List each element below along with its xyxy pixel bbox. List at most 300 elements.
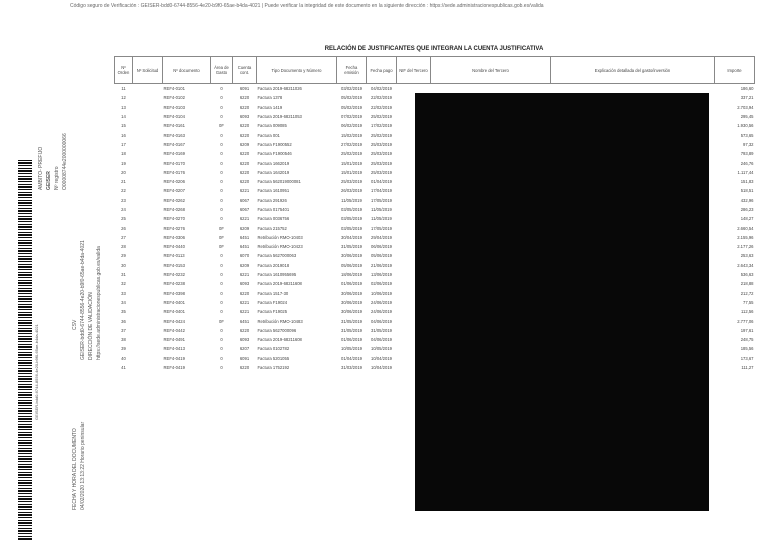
cell-area: 0	[220, 365, 223, 371]
cell-cuenta: 6093	[239, 337, 250, 343]
page-title: RELACIÓN DE JUSTIFICANTES QUE INTEGRAN LA CUENTA JUSTIFICATIVA	[324, 46, 544, 52]
cell-orden: 14	[121, 114, 126, 120]
cell-importe: 246,76	[740, 160, 754, 166]
cell-area: 0	[220, 104, 223, 110]
cell-doc: REF4-0169	[163, 151, 185, 157]
cell-emision: 07/02/2019	[341, 114, 362, 120]
cell-tipo: Factura 1752192	[257, 365, 290, 371]
sidebar-geiser: GEISER	[46, 171, 52, 190]
cell-importe: 112,56	[741, 309, 754, 315]
cell-doc: REF4-0401	[163, 309, 185, 315]
cell-tipo: Factura 009085	[257, 123, 287, 129]
column-header: Fecha pago	[367, 57, 397, 84]
column-header: NIF del Tercero	[397, 57, 431, 84]
cell-area: 0	[220, 207, 223, 212]
cell-emision: 25/03/2019	[341, 179, 362, 185]
cell-cuenta: 6220	[239, 169, 250, 175]
cell-empty	[133, 298, 163, 307]
cell-orden: 15	[121, 123, 126, 129]
cell-tipo: Factura 1378	[257, 95, 283, 101]
sidebar-ambito: AMBITO- PREFIJO	[38, 146, 44, 190]
cell-orden: 41	[121, 365, 126, 371]
cell-orden: 37	[121, 327, 126, 333]
cell-orden: 24	[121, 207, 126, 212]
cell-area: 0	[220, 86, 223, 92]
cell-tipo: Retribución RMO-10403	[257, 234, 303, 240]
cell-empty	[133, 307, 163, 316]
cell-pago: 06/06/2019	[371, 244, 392, 250]
cell-cuenta: 6220	[239, 95, 250, 101]
cell-orden: 32	[121, 281, 126, 287]
sidebar-date-label: FECHA Y HORA DEL DOCUMENTO	[72, 428, 78, 510]
cell-empty	[133, 233, 163, 242]
cell-area: 0	[220, 281, 223, 287]
cell-cuenta: 6221	[239, 216, 250, 222]
column-header: Nº Solicitud	[133, 57, 163, 84]
cell-pago: 25/03/2019	[371, 141, 392, 147]
cell-pago: 10/06/2019	[371, 290, 392, 296]
cell-orden: 20	[121, 169, 126, 175]
cell-tipo: Factura 2019-68211053	[257, 114, 302, 120]
cell-empty	[133, 223, 163, 232]
sidebar-csv: GEISER-bdd0-6744-8556-4e20-b9f0-65ae-b4da-4021	[80, 240, 86, 360]
cell-importe: 111,27	[741, 365, 754, 371]
cell-doc: REF4-0104	[163, 114, 185, 120]
cell-doc: REF4-0232	[163, 272, 185, 278]
cell-orden: 27	[121, 234, 126, 240]
cell-doc: REF4-0170	[163, 160, 185, 166]
verification-line: Código seguro de Verificación : GEISER-bdd0-6744-8556-4e20-b9f0-65ae-b4da-4021 | Puede verificar la integridad de este documento en la siguiente dirección : https://sede.administracionespublicas.gob.es/valida	[70, 3, 544, 9]
cell-tipo: Factura 2019-68211608	[257, 337, 302, 343]
cell-orden: 17	[121, 141, 126, 147]
cell-importe: 2.777,06	[737, 318, 754, 324]
cell-tipo: Factura 291926	[257, 197, 287, 203]
cell-tipo: Factura F1900552	[257, 141, 292, 147]
cell-area: 0	[220, 141, 223, 147]
cell-pago: 11/05/2019	[371, 216, 392, 222]
cell-cuenta: 6209	[239, 141, 250, 147]
barcode-text: GEISER-bdd0-6744-8556-4e20-b9f0-65ae-b4da-4021	[34, 324, 39, 420]
cell-pago: 02/06/2019	[371, 281, 392, 287]
sidebar-validation-url: https://sede.administracionespublicas.gob.es/valida	[96, 246, 102, 360]
cell-empty	[133, 335, 163, 344]
cell-doc: REF4-0101	[163, 86, 185, 92]
cell-cuenta: 6093	[239, 114, 250, 120]
cell-doc: REF4-0103	[163, 104, 185, 110]
cell-cuenta: 6220	[239, 327, 250, 333]
cell-doc: REF4-0419	[163, 355, 185, 361]
cell-pago: 04/06/2019	[371, 337, 392, 343]
cell-cuenta: 6221	[239, 299, 250, 305]
cell-pago: 22/02/2019	[371, 95, 392, 101]
cell-area: 0	[220, 151, 223, 157]
cell-importe: 337,21	[740, 95, 754, 101]
cell-emision: 26/03/2019	[341, 188, 362, 194]
cell-tipo: Factura 2019-68211026	[257, 86, 302, 92]
cell-orden: 23	[121, 197, 126, 203]
cell-importe: 148,27	[740, 216, 754, 222]
cell-emision: 05/02/2019	[341, 95, 362, 101]
cell-emision: 06/02/2019	[341, 123, 362, 129]
cell-tipo: Factura 5201055	[257, 355, 290, 361]
cell-importe: 2.643,34	[737, 262, 754, 268]
cell-area: 0	[220, 290, 223, 296]
cell-orden: 35	[121, 309, 126, 315]
cell-importe: 186,60	[740, 86, 754, 92]
cell-pago: 11/05/2019	[371, 207, 392, 212]
cell-doc: REF4-0419	[163, 365, 185, 371]
cell-tipo: Factura 0175401	[257, 207, 290, 212]
cell-cuenta: 6221	[239, 188, 250, 194]
sidebar-registro-number: O00008744e2000000066	[62, 133, 68, 190]
cell-empty	[133, 121, 163, 130]
cell-importe: 573,65	[740, 132, 754, 138]
cell-importe: 793,89	[740, 151, 754, 157]
cell-doc: REF4-0270	[163, 216, 185, 222]
cell-empty	[133, 214, 163, 223]
cell-emision: 30/04/2019	[341, 234, 362, 240]
cell-emision: 03/02/2019	[341, 86, 362, 92]
cell-importe: 432,96	[740, 197, 754, 203]
cell-emision: 05/02/2019	[341, 104, 362, 110]
cell-emision: 31/05/2019	[341, 327, 362, 333]
cell-empty	[133, 289, 163, 298]
cell-tipo: Factura 1610955695	[257, 272, 297, 278]
cell-doc: REF4-0161	[163, 123, 185, 129]
column-header: Tipo Documento y Número	[257, 57, 337, 84]
cell-cuenta: 6070	[239, 253, 250, 259]
cell-orden: 38	[121, 337, 126, 343]
cell-orden: 40	[121, 355, 126, 361]
cell-area: 0	[220, 132, 223, 138]
cell-importe: 286,23	[740, 207, 754, 212]
cell-emision: 03/05/2019	[341, 216, 362, 222]
cell-orden: 36	[121, 318, 126, 324]
cell-doc: REF4-0440	[163, 244, 185, 250]
cell-cuenta: 6451	[239, 234, 250, 240]
cell-empty	[133, 103, 163, 112]
cell-doc: REF4-0268	[163, 207, 185, 212]
cell-doc: REF4-0401	[163, 299, 185, 305]
cell-empty	[133, 344, 163, 353]
cell-tipo: Factura 1610951	[257, 188, 290, 194]
cell-doc: REF4-0163	[163, 132, 185, 138]
cell-area: 0	[220, 355, 223, 361]
cell-doc: REF4-0176	[163, 169, 185, 175]
cell-importe: 518,51	[740, 188, 754, 194]
cell-tipo: Factura 0102782	[257, 346, 290, 352]
cell-empty	[133, 130, 163, 139]
cell-empty	[133, 205, 163, 214]
cell-area: 0F	[219, 234, 224, 240]
cell-area: 0	[220, 337, 223, 343]
cell-empty	[133, 84, 163, 94]
cell-importe: 151,83	[740, 179, 754, 185]
column-header: Explicación detallada del gasto/inversión	[551, 57, 715, 84]
cell-tipo: Factura 5627000096	[257, 327, 297, 333]
cell-tipo: Factura F1900546	[257, 151, 292, 157]
cell-pago: 25/03/2019	[371, 169, 392, 175]
cell-emision: 15/02/2019	[341, 132, 362, 138]
cell-cuenta: 6220	[239, 290, 250, 296]
cell-cuenta: 6221	[239, 272, 250, 278]
column-header: Cuenta cont.	[233, 57, 257, 84]
cell-orden: 31	[121, 272, 126, 278]
cell-orden: 11	[121, 86, 126, 92]
cell-doc: REF4-0153	[163, 262, 185, 268]
cell-emision: 01/06/2019	[341, 281, 362, 287]
cell-orden: 25	[121, 216, 126, 222]
cell-empty	[133, 242, 163, 251]
cell-pago: 21/06/2019	[371, 262, 392, 268]
cell-area: 0	[220, 197, 223, 203]
cell-orden: 34	[121, 299, 126, 305]
cell-tipo: Factura 1642019	[257, 169, 290, 175]
column-header: Nº Orden	[115, 57, 133, 84]
cell-tipo: Factura 2019018	[257, 262, 290, 268]
cell-orden: 39	[121, 346, 126, 352]
cell-area: 0	[220, 95, 223, 101]
cell-empty	[133, 270, 163, 279]
cell-tipo: Factura 001	[257, 132, 280, 138]
cell-tipo: Factura 0036756	[257, 216, 290, 222]
cell-empty	[133, 93, 163, 102]
cell-empty	[133, 316, 163, 325]
cell-importe: 1.930,56	[737, 123, 754, 129]
cell-pago: 25/02/2019	[371, 132, 392, 138]
cell-empty	[133, 326, 163, 335]
cell-pago: 17/05/2019	[371, 225, 392, 231]
cell-pago: 05/06/2019	[371, 253, 392, 259]
cell-empty	[133, 354, 163, 363]
cell-area: 0	[220, 327, 223, 333]
sidebar-validation-label: DIRECCIÓN DE VALIDACIÓN	[88, 292, 94, 360]
cell-orden: 13	[121, 104, 126, 110]
column-header: Fecha emisión	[337, 57, 367, 84]
cell-cuenta: 6067	[239, 207, 250, 212]
cell-empty	[133, 261, 163, 270]
cell-importe: 2.703,94	[737, 104, 754, 110]
cell-doc: REF4-0167	[163, 141, 185, 147]
cell-emision: 25/02/2019	[341, 151, 362, 157]
cell-area: 0	[220, 262, 223, 268]
cell-pago: 10/05/2019	[371, 346, 392, 352]
cell-tipo: Factura F19024	[257, 299, 288, 305]
cell-orden: 12	[121, 95, 126, 101]
cell-emision: 30/06/2019	[341, 253, 362, 259]
cell-tipo: Factura 2019-68211608	[257, 281, 302, 287]
cell-importe: 218,88	[740, 281, 754, 287]
cell-area: 0	[220, 179, 223, 185]
sidebar-registro-label: Nº registro	[54, 166, 60, 190]
cell-tipo: Factura 562019000081	[257, 179, 301, 185]
cell-pago: 04/02/2019	[371, 86, 392, 92]
cell-cuenta: 6207	[239, 346, 250, 352]
cell-emision: 03/05/2019	[341, 225, 362, 231]
cell-doc: REF4-0491	[163, 337, 185, 343]
cell-empty	[133, 363, 163, 372]
cell-area: 0	[220, 299, 223, 305]
sidebar-date: 04/02/2020 13:13:22 Horario peninsular	[80, 421, 86, 510]
cell-empty	[133, 186, 163, 195]
cell-empty	[133, 177, 163, 186]
cell-empty	[133, 140, 163, 149]
cell-cuenta: 6221	[239, 309, 250, 315]
cell-cuenta: 6209	[239, 225, 250, 231]
cell-importe: 173,67	[740, 355, 754, 361]
cell-area: 0F	[219, 244, 224, 250]
cell-pago: 01/04/2019	[371, 179, 392, 185]
cell-area: 0F	[219, 225, 224, 231]
column-header: Nombre del Tercero	[431, 57, 551, 84]
cell-emision: 10/05/2019	[341, 346, 362, 352]
cell-cuenta: 6091	[239, 86, 250, 92]
cell-area: 0F	[219, 318, 224, 324]
cell-doc: REF4-0306	[163, 234, 185, 240]
cell-empty	[133, 279, 163, 288]
document-sidebar	[8, 40, 108, 510]
cell-importe: 212,72	[740, 290, 754, 296]
cell-doc: REF4-0238	[163, 281, 185, 287]
cell-emision: 01/04/2019	[341, 355, 362, 361]
cell-tipo: Factura 1419	[257, 104, 283, 110]
cell-empty	[431, 84, 551, 94]
cell-tipo: Factura 1517-30	[257, 290, 289, 296]
cell-pago: 13/06/2019	[371, 272, 392, 278]
cell-importe: 1.117,44	[737, 169, 754, 175]
cell-pago: 25/03/2019	[371, 151, 392, 157]
cell-doc: REF4-0413	[163, 346, 185, 352]
cell-tipo: Retribución RMO-10483	[257, 318, 303, 324]
redaction-block	[415, 93, 709, 511]
cell-emision: 18/06/2019	[341, 272, 362, 278]
cell-tipo: Factura 215752	[257, 225, 287, 231]
cell-importe: 536,63	[740, 272, 754, 278]
cell-area: 0	[220, 188, 223, 194]
cell-area: 0	[220, 346, 223, 352]
cell-emision: 31/03/2019	[341, 365, 362, 371]
cell-empty	[551, 84, 715, 94]
cell-doc: REF4-0207	[163, 188, 185, 194]
cell-empty	[133, 168, 163, 177]
cell-cuenta: 6220	[239, 160, 250, 166]
cell-importe: 2.177,26	[737, 244, 754, 250]
cell-emision: 30/06/2019	[341, 309, 362, 315]
cell-orden: 21	[121, 179, 126, 185]
cell-orden: 19	[121, 160, 126, 166]
cell-cuenta: 6220	[239, 179, 250, 185]
cell-emision: 11/05/2019	[341, 197, 362, 203]
cell-cuenta: 6091	[239, 355, 250, 361]
cell-cuenta: 6220	[239, 365, 250, 371]
cell-tipo: Factura 1662019	[257, 160, 290, 166]
cell-doc: REF4-0262	[163, 197, 185, 203]
cell-importe: 97,32	[743, 141, 754, 147]
cell-emision: 30/06/2019	[341, 299, 362, 305]
cell-pago: 17/05/2019	[371, 197, 392, 203]
cell-tipo: Factura F19025	[257, 309, 288, 315]
cell-pago: 24/06/2019	[371, 299, 392, 305]
cell-emision: 27/02/2019	[341, 141, 362, 147]
cell-orden: 22	[121, 188, 126, 194]
cell-cuenta: 6451	[239, 318, 250, 324]
cell-orden: 28	[121, 244, 126, 250]
cell-empty	[133, 158, 163, 167]
column-header: Área de Gasto	[211, 57, 233, 84]
cell-pago: 04/06/2019	[371, 318, 392, 324]
cell-area: 0	[220, 253, 223, 259]
cell-cuenta: 6220	[239, 104, 250, 110]
cell-cuenta: 6220	[239, 132, 250, 138]
cell-area: 0	[220, 160, 223, 166]
cell-pago: 29/04/2019	[371, 234, 392, 240]
cell-tipo: Retribución RMO-10423	[257, 244, 303, 250]
cell-empty	[397, 84, 431, 94]
column-header: Importe	[715, 57, 755, 84]
cell-importe: 295,45	[740, 114, 754, 120]
cell-pago: 22/02/2019	[371, 104, 392, 110]
cell-emision: 03/05/2019	[341, 207, 362, 212]
cell-importe: 2.660,54	[737, 225, 754, 231]
cell-cuenta: 6209	[239, 262, 250, 268]
cell-pago: 17/04/2019	[371, 188, 392, 194]
cell-pago: 25/03/2019	[371, 160, 392, 166]
cell-tipo: Factura 5627000063	[257, 253, 297, 259]
cell-emision: 31/05/2019	[341, 244, 362, 250]
barcode	[18, 160, 32, 540]
cell-pago: 25/02/2019	[371, 114, 392, 120]
cell-cuenta: 6067	[239, 197, 250, 203]
cell-pago: 10/04/2019	[371, 365, 392, 371]
table-row	[115, 84, 755, 94]
cell-area: 0	[220, 216, 223, 222]
cell-orden: 16	[121, 132, 126, 138]
cell-importe: 253,63	[740, 253, 754, 259]
cell-cuenta: 6220	[239, 151, 250, 157]
cell-emision: 31/05/2019	[341, 318, 362, 324]
cell-empty	[133, 149, 163, 158]
cell-orden: 29	[121, 253, 126, 259]
cell-cuenta: 6093	[239, 281, 250, 287]
cell-emision: 15/01/2019	[341, 169, 362, 175]
cell-area: 0	[220, 272, 223, 278]
cell-pago: 17/02/2019	[371, 123, 392, 129]
cell-pago: 10/04/2019	[371, 355, 392, 361]
cell-importe: 197,61	[740, 327, 754, 333]
table-header	[115, 57, 755, 84]
cell-area: 0F	[219, 123, 224, 129]
cell-empty	[133, 112, 163, 121]
cell-area: 0	[220, 309, 223, 315]
cell-emision: 05/06/2019	[341, 262, 362, 268]
cell-emision: 01/06/2019	[341, 337, 362, 343]
sidebar-csv-label: CSV	[72, 319, 78, 330]
cell-emision: 30/06/2019	[341, 290, 362, 296]
cell-cuenta: 6220	[239, 123, 250, 129]
cell-orden: 26	[121, 225, 126, 231]
cell-area: 0	[220, 114, 223, 120]
cell-empty	[133, 196, 163, 205]
cell-doc: REF4-0398	[163, 290, 185, 296]
cell-importe: 2.155,96	[737, 234, 754, 240]
cell-area: 0	[220, 169, 223, 175]
cell-empty	[133, 251, 163, 260]
cell-doc: REF4-0113	[163, 253, 185, 259]
cell-orden: 30	[121, 262, 126, 268]
column-header: Nº documento	[163, 57, 211, 84]
cell-orden: 18	[121, 151, 126, 157]
cell-pago: 31/05/2019	[371, 327, 392, 333]
